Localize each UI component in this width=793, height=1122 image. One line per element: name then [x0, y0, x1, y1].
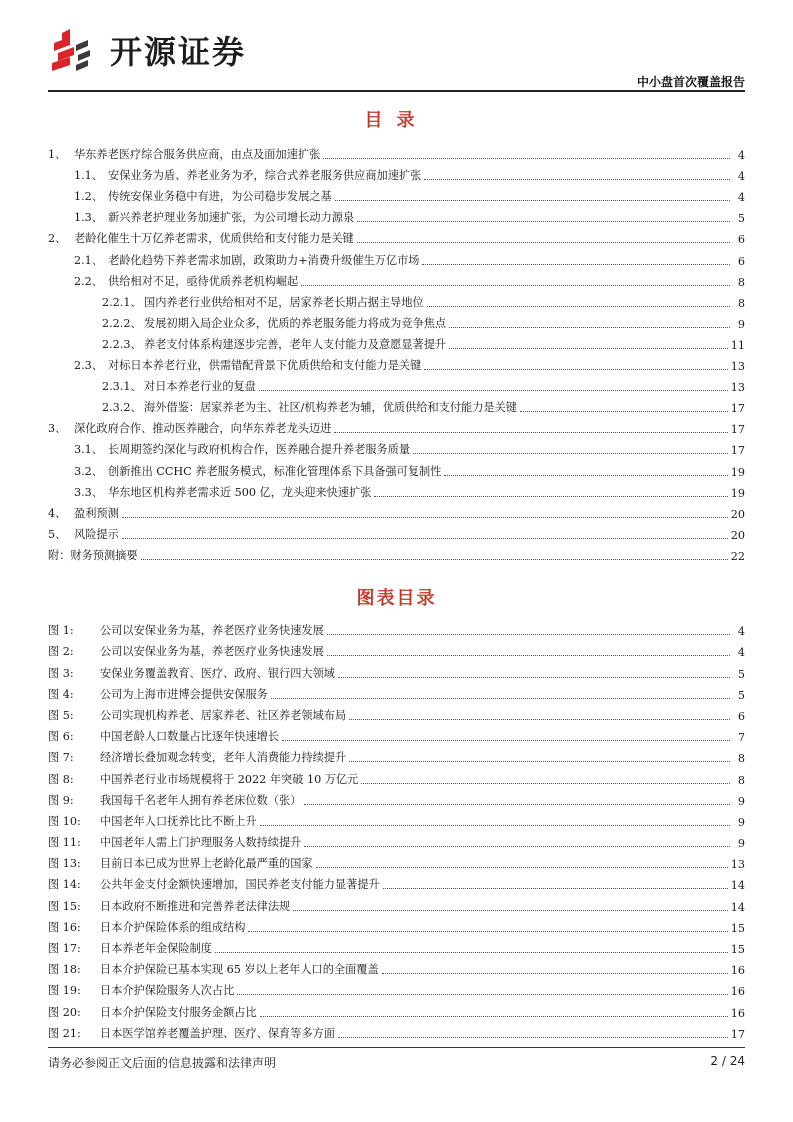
entry-number: 图 13:: [48, 857, 81, 871]
dot-leader: [260, 1016, 728, 1017]
dot-leader: [424, 179, 730, 180]
entry-number: 图 14:: [48, 878, 81, 892]
entry-title: 公司以安保业务为基，养老医疗业务快速发展: [100, 624, 324, 638]
dot-leader: [383, 888, 728, 889]
company-logo: [48, 24, 246, 76]
entry-page: 13: [730, 858, 745, 872]
entry-page: 15: [730, 943, 745, 956]
toc-title: 目录: [364, 110, 429, 131]
entry-number: 图 5:: [48, 708, 74, 722]
toc-entry[interactable]: [48, 543, 745, 564]
footer-divider: [48, 1047, 745, 1048]
dot-leader: [338, 677, 730, 678]
entry-number: 3、: [48, 422, 67, 436]
dot-leader: [413, 453, 728, 454]
entry-number: 4、: [48, 506, 67, 520]
entry-page: 17: [730, 1027, 745, 1041]
entry-number: 图 4:: [48, 687, 74, 701]
figure-entry[interactable]: [48, 639, 745, 660]
dot-leader: [293, 910, 728, 911]
entry-number: 2.3.2、: [102, 401, 142, 415]
toc-entry[interactable]: [48, 480, 745, 501]
dot-leader: [304, 804, 730, 805]
toc-entry[interactable]: [48, 395, 745, 416]
figure-entry[interactable]: [48, 724, 745, 745]
dot-leader: [327, 655, 730, 656]
figure-list-title: 图表目录: [356, 588, 437, 609]
entry-page: 14: [730, 900, 745, 914]
entry-page: 5: [737, 212, 745, 226]
entry-number: 2.3、: [74, 359, 103, 373]
entry-page: 17: [730, 402, 745, 416]
toc-entry[interactable]: [48, 205, 745, 226]
entry-number: 2.2.3、: [102, 337, 142, 351]
entry-number: 图 8:: [48, 772, 74, 786]
dot-leader: [335, 200, 730, 201]
toc-entry[interactable]: [48, 374, 745, 395]
entry-page: 4: [737, 646, 745, 660]
entry-page: 4: [737, 149, 745, 163]
entry-title: 日本介护保险支付服务金额占比: [100, 1005, 257, 1019]
dot-leader: [141, 559, 728, 560]
entry-title: 公司为上海市进博会提供安保服务: [100, 687, 268, 701]
figure-entry[interactable]: [48, 788, 745, 809]
figure-entry[interactable]: [48, 682, 745, 703]
report-type-label: 中小盘首次覆盖报告: [636, 75, 745, 89]
entry-title: 中国老年人需上门护理服务人数持续提升: [100, 836, 302, 850]
toc-entry[interactable]: [48, 332, 745, 353]
figure-entry[interactable]: [48, 893, 745, 914]
toc-entry[interactable]: [48, 311, 745, 332]
dot-leader: [361, 783, 730, 784]
entry-title: 创新推出 CCHC 养老服务模式，标准化管理体系下具备强可复制性: [108, 464, 442, 478]
entry-page: 4: [737, 170, 745, 184]
entry-title: 公共年金支付金额快速增加，国民养老支付能力显著提升: [100, 878, 380, 892]
dot-leader: [334, 432, 727, 433]
entry-page: 9: [737, 815, 745, 829]
dot-leader: [327, 634, 730, 635]
dot-leader: [382, 973, 728, 974]
entry-number: 图 9:: [48, 793, 74, 807]
dot-leader: [248, 931, 727, 932]
entry-page: 14: [730, 879, 745, 893]
entry-number: 图 16:: [48, 920, 81, 934]
entry-title: 我国每千名老年人拥有养老床位数（张）: [100, 793, 302, 807]
dot-leader: [260, 825, 730, 826]
entry-title: 中国养老行业市场规模将于 2022 年突破 10 万亿元: [100, 772, 359, 786]
entry-page: 6: [737, 709, 745, 723]
entry-title: 风险提示: [74, 527, 119, 541]
entry-number: 1.2、: [74, 190, 103, 204]
toc-entry[interactable]: [48, 416, 745, 437]
entry-number: 图 21:: [48, 1026, 81, 1040]
entry-page: 8: [737, 296, 745, 310]
entry-title: 对标日本养老行业，供需错配背景下优质供给和支付能力是关键: [108, 359, 422, 373]
toc-entry[interactable]: [48, 163, 745, 184]
toc-entry[interactable]: [48, 522, 745, 543]
dot-leader: [449, 348, 728, 349]
entry-page: 5: [737, 667, 745, 681]
entry-page: 22: [730, 549, 745, 563]
entry-page: 6: [737, 254, 745, 268]
dot-leader: [282, 740, 730, 741]
entry-title: 供给相对不足，亟待优质养老机构崛起: [108, 274, 299, 288]
entry-title: 日本介护保险体系的组成结构: [100, 920, 246, 934]
figure-entry[interactable]: [48, 957, 745, 978]
dot-leader: [338, 1037, 728, 1038]
dot-leader: [374, 496, 727, 497]
entry-number: 3.1、: [74, 443, 103, 457]
entry-title: 新兴养老护理业务加速扩张，为公司增长动力源泉: [108, 211, 355, 225]
toc-entry[interactable]: [48, 353, 745, 374]
entry-title: 日本医学馆养老覆盖护理、医疗、保育等多方面: [100, 1026, 335, 1040]
figure-entry[interactable]: [48, 703, 745, 724]
entry-page: 20: [730, 528, 745, 542]
toc-entry[interactable]: [48, 458, 745, 479]
entry-title: 中国老年人口抚养比比不断上升: [100, 814, 257, 828]
toc-entry[interactable]: [48, 437, 745, 458]
toc-entry[interactable]: [48, 184, 745, 205]
entry-title: 日本介护保险已基本实现 65 岁以上老年人口的全面覆盖: [100, 963, 379, 977]
entry-number: 图 1:: [48, 624, 74, 638]
dot-leader: [357, 221, 730, 222]
figure-entry[interactable]: [48, 745, 745, 766]
entry-page: 8: [737, 773, 745, 787]
entry-number: 图 7:: [48, 751, 74, 765]
entry-page: 19: [730, 486, 745, 500]
figure-entry[interactable]: [48, 872, 745, 893]
toc-entry[interactable]: [48, 142, 745, 163]
entry-title: 日本介护保险服务人次占比: [100, 984, 235, 998]
entry-title: 发展初期入局企业众多，优质的养老服务能力将成为竞争焦点: [144, 316, 447, 330]
dot-leader: [349, 761, 730, 762]
entry-title: 安保业务为盾、养老业务为矛，综合式养老服务供应商加速扩张: [108, 169, 422, 183]
legal-disclaimer: 请务必参阅正文后面的信息披露和法律声明: [48, 1056, 277, 1070]
entry-number: 2.3.1、: [102, 380, 142, 394]
figure-entry[interactable]: [48, 618, 745, 639]
entry-page: 13: [730, 360, 745, 374]
entry-title: 经济增长叠加观念转变，老年人消费能力持续提升: [100, 751, 347, 765]
entry-number: 3.3、: [74, 485, 103, 499]
entry-number: 2.2、: [74, 274, 103, 288]
figure-entry[interactable]: [48, 999, 745, 1020]
entry-number: 5、: [48, 527, 67, 541]
dot-leader: [122, 517, 728, 518]
entry-page: 16: [730, 964, 745, 978]
dot-leader: [449, 327, 730, 328]
entry-page: 19: [730, 465, 745, 479]
dot-leader: [424, 369, 727, 370]
entry-number: 2、: [48, 232, 67, 246]
toc-entry[interactable]: [48, 226, 745, 247]
entry-number: 图 20:: [48, 1005, 81, 1019]
entry-title: 国内养老行业供给相对不足，居家养老长期占据主导地位: [144, 295, 424, 309]
entry-number: 图 2:: [48, 645, 74, 659]
dot-leader: [520, 411, 728, 412]
footer: [48, 1054, 745, 1071]
toc-entry[interactable]: [48, 269, 745, 290]
entry-page: 15: [730, 921, 745, 935]
dot-leader: [237, 994, 727, 995]
toc-entry[interactable]: [48, 247, 745, 268]
logo-text: 开源证券: [110, 33, 247, 71]
entry-number: 1.3、: [74, 211, 103, 225]
header-divider: [48, 90, 745, 92]
entry-page: 13: [730, 381, 745, 395]
entry-number: 1、: [48, 148, 67, 162]
entry-page: 16: [730, 985, 745, 999]
entry-page: 16: [730, 1006, 745, 1020]
figure-entry[interactable]: [48, 766, 745, 787]
entry-page: 6: [737, 233, 745, 247]
dot-leader: [215, 952, 728, 953]
entry-number: 图 15:: [48, 899, 81, 913]
entry-title: 盈利预测: [74, 506, 119, 520]
figure-entry[interactable]: [48, 1021, 745, 1042]
entry-title: 传统安保业务稳中有进，为公司稳步发展之基: [108, 190, 332, 204]
entry-number: 图 6:: [48, 730, 74, 744]
entry-title: 中国老龄人口数量占比逐年快速增长: [100, 730, 280, 744]
entry-title: 日本政府不断推进和完善养老法律法规: [100, 899, 291, 913]
entry-title: 华东地区机构养老需求近 500 亿，龙头迎来快速扩张: [108, 485, 372, 499]
figure-entry[interactable]: [48, 830, 745, 851]
kaiyuan-securities-logo-icon: [48, 27, 104, 73]
entry-title: 海外借鉴：居家养老为主、社区/机构养老为辅，优质供给和支付能力是关键: [144, 401, 517, 415]
entry-number: 2.2.1、: [102, 295, 142, 309]
entry-title: 长周期签约深化与政府机构合作，医养融合提升养老服务质量: [108, 443, 411, 457]
entry-page: 8: [737, 275, 745, 289]
entry-title: 公司实现机构养老、居家养老、社区养老领域布局: [100, 708, 347, 722]
figure-entry[interactable]: [48, 915, 745, 936]
dot-leader: [349, 719, 730, 720]
entry-page: 9: [737, 837, 745, 851]
entry-title: 老龄化趋势下养老需求加剧，政策助力+消费升级催生万亿市场: [108, 253, 420, 267]
dot-leader: [316, 867, 728, 868]
entry-page: 8: [737, 752, 745, 766]
entry-title: 安保业务覆盖教育、医疗、政府、银行四大领域: [100, 666, 335, 680]
dot-leader: [304, 846, 730, 847]
toc-entry[interactable]: [48, 290, 745, 311]
entry-number: 3.2、: [74, 464, 103, 478]
entry-title: 深化政府合作、推动医养融合，向华东养老龙头迈进: [74, 422, 332, 436]
entry-title: 老龄化催生十万亿养老需求，优质供给和支付能力是关键: [74, 232, 354, 246]
entry-number: 图 11:: [48, 836, 81, 850]
figure-entry[interactable]: [48, 978, 745, 999]
entry-number: 2.2.2、: [102, 316, 142, 330]
entry-page: 9: [737, 317, 745, 331]
page-number: 2 / 24: [710, 1054, 745, 1068]
entry-number: 图 10:: [48, 814, 81, 828]
toc-entry[interactable]: [48, 501, 745, 522]
dot-leader: [122, 538, 728, 539]
entry-title: 附：财务预测摘要: [48, 548, 138, 562]
figure-entry[interactable]: [48, 936, 745, 957]
entry-title: 目前日本已成为世界上老龄化最严重的国家: [100, 857, 313, 871]
entry-title: 华东养老医疗综合服务供应商，由点及面加速扩张: [74, 148, 321, 162]
dot-leader: [444, 475, 727, 476]
entry-title: 日本养老年金保险制度: [100, 942, 212, 955]
dot-leader: [301, 285, 730, 286]
entry-number: 图 17:: [48, 942, 81, 955]
entry-title: 对日本养老行业的复盘: [144, 380, 256, 394]
figure-entry[interactable]: [48, 660, 745, 681]
entry-number: 2.1、: [74, 253, 103, 267]
dot-leader: [271, 698, 730, 699]
dot-leader: [427, 306, 730, 307]
entry-title: 公司以安保业务为基，养老医疗业务快速发展: [100, 645, 324, 659]
entry-number: 图 3:: [48, 666, 74, 680]
dot-leader: [422, 264, 730, 265]
figure-entry[interactable]: [48, 809, 745, 830]
dot-leader: [357, 242, 730, 243]
entry-page: 4: [737, 191, 745, 205]
entry-page: 17: [730, 444, 745, 458]
entry-number: 图 19:: [48, 984, 81, 998]
entry-number: 图 18:: [48, 963, 81, 977]
entry-page: 7: [737, 731, 745, 745]
entry-page: 17: [730, 423, 745, 437]
entry-page: 11: [730, 338, 745, 352]
entry-number: 1.1、: [74, 169, 103, 183]
figure-entry[interactable]: [48, 851, 745, 872]
dot-leader: [323, 158, 730, 159]
entry-page: 5: [737, 688, 745, 702]
table-of-contents: [48, 142, 745, 564]
entry-title: 养老支付体系构建逐步完善，老年人支付能力及意愿显著提升: [144, 337, 447, 351]
dot-leader: [259, 390, 728, 391]
entry-page: 4: [737, 625, 745, 639]
entry-page: 9: [737, 794, 745, 808]
entry-page: 20: [730, 507, 745, 521]
figure-list: [48, 618, 745, 1042]
